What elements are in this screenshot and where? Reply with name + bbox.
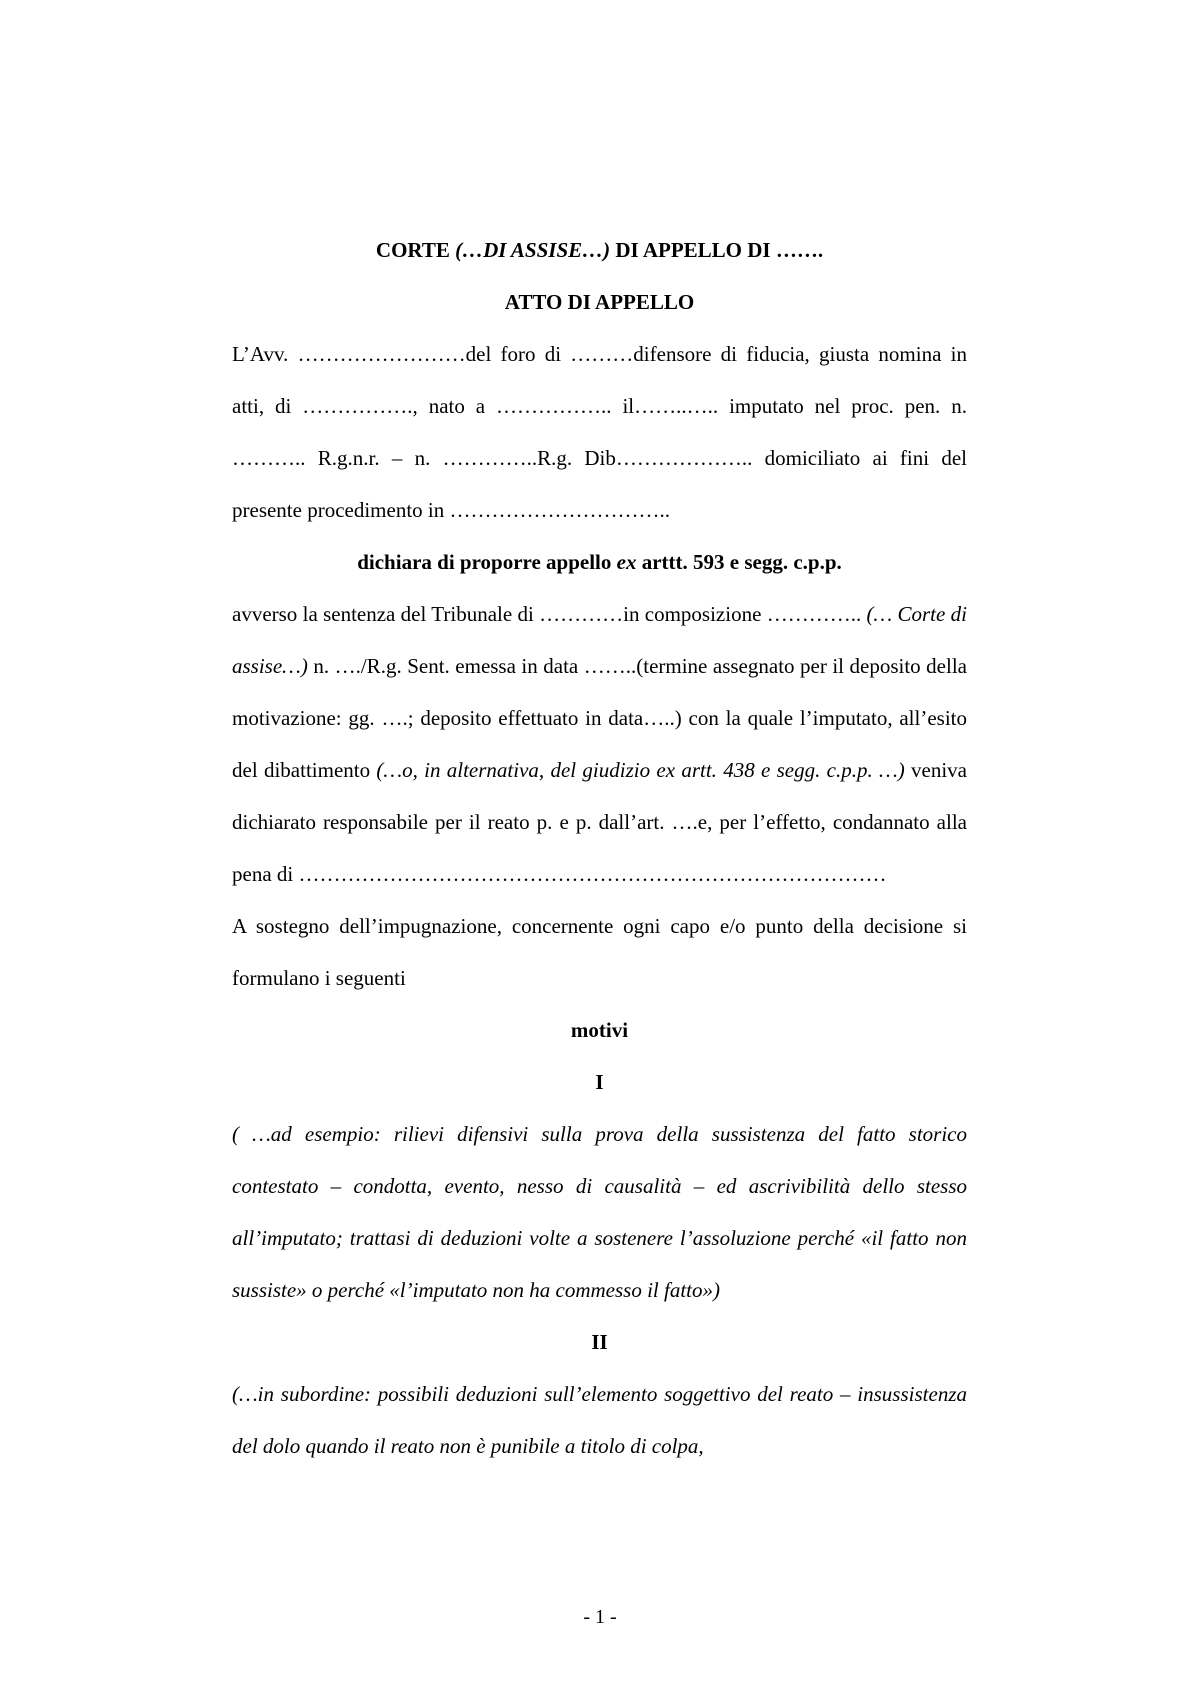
motive-1-text: ( …ad esempio: rilievi difensivi sulla prova della sussistenza del fatto storico contestato – condotta, evento, nesso di causalità – ed ascrivibilità dello stesso all’imputato; trattasi di deduzioni volte a sostenere l’assoluzione perché «il fatto non sussiste» o perché «l’imputato non ha commesso il fatto») — [232, 1122, 967, 1302]
motives-title: motivi — [570, 1018, 629, 1042]
page-number: - 1 - — [583, 1606, 617, 1628]
declaration-line — [232, 536, 967, 588]
document-body — [232, 224, 967, 1472]
act-title: ATTO DI APPELLO — [504, 290, 695, 314]
against-part-4: (…o, in alternativa, del giudizio ex artt. 438 e segg. c.p.p. …) — [376, 758, 905, 782]
declaration-text-after: arttt. 593 e segg. c.p.p. — [636, 550, 842, 574]
declaration-text-italic: ex — [616, 550, 637, 574]
intro-paragraph: L’Avv. ……………………del foro di ………difensore di fiducia, giusta nomina in atti, di ……………., nato a …………….. il……..….. imputato nel proc. pen. n. ……….. R.g.n.r. – n. …………..R.g. Dib……………….. domiciliato ai fini del presente procedimento in ………………………….. — [232, 342, 967, 522]
declaration-text-before: dichiara di proporre appello — [357, 550, 617, 574]
court-heading-suffix: DI APPELLO DI ……. — [610, 238, 824, 262]
motive-2-number: II — [591, 1330, 608, 1354]
against-paragraph — [232, 588, 967, 900]
court-heading — [232, 224, 967, 276]
against-part-2: (… Corte di assise…) — [232, 602, 967, 678]
support-paragraph: A sostegno dell’impugnazione, concernente ogni capo e/o punto della decisione si formulano i seguenti — [232, 914, 967, 990]
motive-1-number: I — [595, 1070, 604, 1094]
motive-2-text: (…in subordine: possibili deduzioni sull’elemento soggettivo del reato – insussistenza del dolo quando il reato non è punibile a titolo di colpa, — [232, 1382, 967, 1458]
court-heading-prefix: CORTE — [375, 238, 456, 262]
against-part-5: veniva dichiarato responsabile per il reato p. e p. dall’art. ….e, per l’effetto, condannato alla pena di ………………………………………………………………………… — [232, 758, 967, 886]
court-heading-italic: (…DI ASSISE…) — [455, 238, 611, 262]
against-part-1: avverso la sentenza del Tribunale di …………in composizione ………….. — [232, 602, 867, 626]
against-part-3: n. …./R.g. Sent. emessa in data ……..(termine assegnato per il deposito della motivazione: gg. ….; deposito effettuato in data…..) con la quale l’imputato, all’esito del dibattimento — [232, 654, 967, 782]
